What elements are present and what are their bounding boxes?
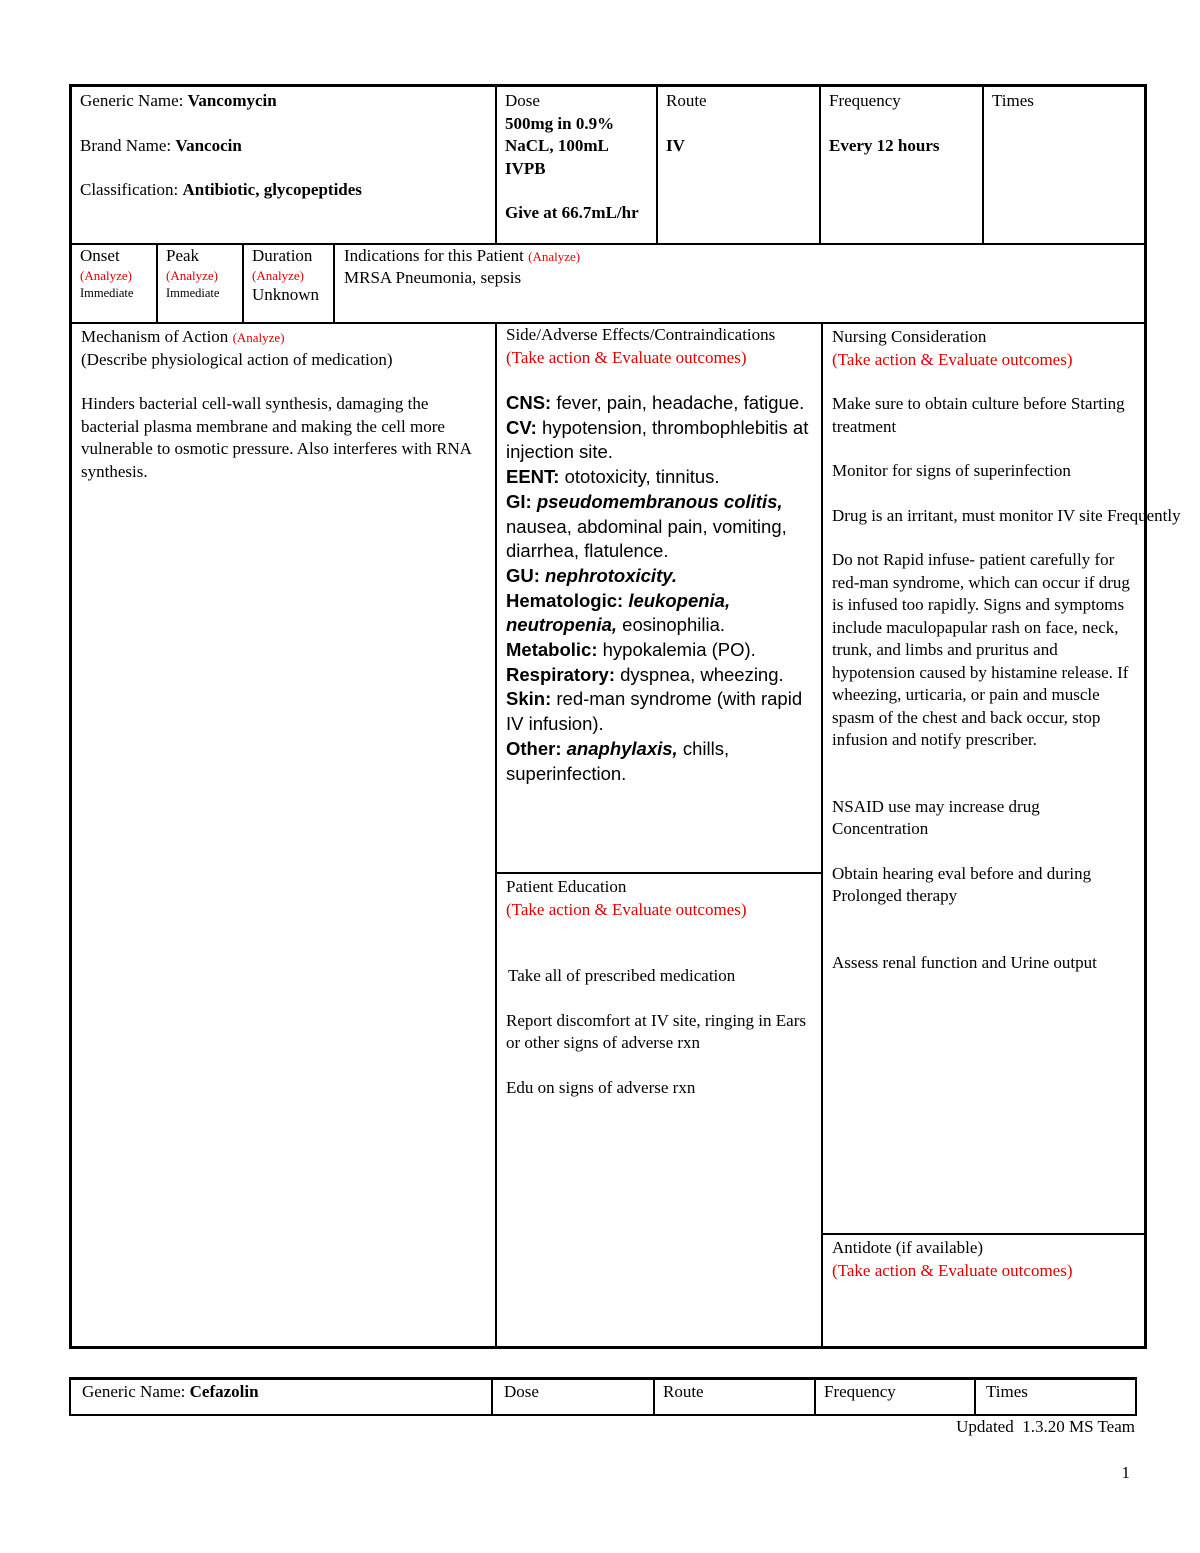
brand-name-label: Brand Name: [80,135,176,155]
peak-label: Peak [166,246,200,265]
route-value: IV [666,135,685,155]
side-effect-text: eosinophilia. [617,614,726,636]
antidote-action: (Take action & Evaluate outcomes) [832,1260,1073,1280]
indications-label: Indications for this Patient [344,246,529,265]
page-number: 1 [1121,1463,1130,1482]
brand-name-value: Vancocin [175,135,242,155]
side-effect-item [506,687,812,736]
times-cell [984,86,1146,243]
dose-rate: Give at 66.7mL/hr [505,203,639,222]
dose-line: NaCL, 100mL [505,136,609,155]
generic-name-label: Generic Name: [80,91,188,110]
patient-education-action: (Take action & Evaluate outcomes) [506,899,747,919]
nursing-item: Obtain hearing eval before and during Prolonged therapy [832,863,1092,905]
route-label: Route [666,91,707,110]
dose-line: IVPB [505,158,546,178]
side-effect-text: fever, pain, headache, fatigue. [551,392,805,413]
divider [491,1379,493,1415]
side-effect-system: EENT: [506,466,560,488]
side-effect-system: Hematologic: [506,589,624,611]
second-times-cell [976,1379,1135,1415]
side-effect-system: Other: [506,737,562,759]
side-effects-list [506,391,812,786]
side-effect-system: Respiratory: [506,663,615,685]
side-effect-item [506,663,812,688]
nursing-item: Monitor for signs of superinfection [832,461,1071,480]
indications-value: MRSA Pneumonia, sepsis [344,268,522,287]
patient-education-cell [497,874,821,1348]
second-frequency-label: Frequency [824,1382,896,1401]
side-effect-item [506,638,812,663]
side-effect-system: GU: [506,564,540,586]
side-effect-text: hypokalemia (PO). [597,639,756,661]
side-effects-action: (Take action & Evaluate outcomes) [506,347,747,367]
onset-cell [72,245,156,322]
nursing-item: NSAID use may increase drug Concentration [832,796,1040,838]
second-frequency-cell [816,1379,974,1415]
route-cell [658,86,819,243]
dose-cell [497,86,656,243]
nursing-item: Assess renal function and Urine output [832,952,1097,972]
mechanism-text: Hinders bacterial cell-wall synthesis, damaging the bacterial plasma membrane and making the cell more vulnerable to osmotic pressure. Also interferes with RNA synthesis. [81,394,471,481]
side-effect-item [506,490,812,564]
second-route-cell [655,1379,814,1415]
nursing-cell [823,324,1181,1233]
second-generic-cell [72,1379,491,1415]
classification-value: Antibiotic, glycopeptides [182,180,362,199]
side-effect-item [506,737,812,786]
frequency-label: Frequency [829,91,901,110]
nursing-item: Do not Rapid infuse- patient carefully for red-man syndrome, which can occur if drug is infused too rapidly. Signs and symptoms include maculopapular rash on face, neck, trunk, and limbs and pruritus and hypotension caused by histamine release. If wheezing, urticaria, or pain and muscle spasm of the chest and back occur, stop infusion and notify prescriber. [832,550,1130,749]
side-effect-system: CV: [506,416,537,438]
patient-education-label: Patient Education [506,877,627,896]
patient-education-item: Take all of prescribed medication [508,966,736,985]
duration-label: Duration [252,246,313,265]
times-label: Times [992,91,1034,110]
dose-line: 500mg in 0.9% [505,113,615,133]
onset-analyze: (Analyze) [80,268,132,283]
classification-label: Classification: [80,180,183,199]
antidote-label: Antidote (if available) [832,1238,984,1257]
side-effect-text: ototoxicity, tinnitus. [559,466,720,488]
duration-value: Unknown [252,285,320,304]
side-effect-text: hypotension, thrombophlebitis at injection site. [506,416,809,463]
peak-value: Immediate [166,286,220,300]
patient-education-item: Report discomfort at IV site, ringing in Ears or other signs of adverse rxn [506,1010,806,1052]
side-effect-text: chills, superinfection. [506,737,730,784]
side-effect-system: Metabolic: [506,639,598,661]
side-effect-item [506,465,812,490]
side-effect-text: dyspnea, wheezing. [614,663,784,685]
side-effect-emphasis: pseudomembranous colitis, [531,490,783,512]
second-times-label: Times [986,1382,1028,1401]
frequency-value: Every 12 hours [829,135,940,155]
side-effect-item [506,416,812,465]
generic-name-value: Vancomycin [187,91,277,110]
second-generic-value: Cefazolin [189,1382,259,1401]
onset-value: Immediate [80,286,134,300]
updated-note: Updated 1.3.20 MS Team [956,1417,1135,1436]
mechanism-describe: (Describe physiological action of medication) [81,349,393,369]
duration-cell [244,245,333,322]
side-effect-item [506,564,812,589]
side-effect-system: CNS: [506,392,552,413]
second-dose-label: Dose [504,1382,539,1401]
mechanism-cell [72,324,495,844]
patient-education-item: Edu on signs of adverse rxn [506,1077,696,1097]
peak-analyze: (Analyze) [166,268,218,283]
side-effect-text: red-man syndrome (with rapid IV infusion). [506,688,803,735]
onset-label: Onset [80,246,120,265]
mechanism-analyze: (Analyze) [232,330,285,345]
side-effect-text: nausea, abdominal pain, vomiting, diarrhea, flatulence. [506,515,787,562]
side-effect-emphasis: anaphylaxis, [561,737,678,759]
peak-cell [158,245,242,322]
frequency-cell [821,86,982,243]
nursing-item: Make sure to obtain culture before Starting treatment [832,394,1125,436]
second-route-label: Route [663,1382,704,1401]
second-dose-cell [494,1379,653,1415]
side-effect-system: GI: [506,490,532,512]
side-effect-emphasis: leukopenia, neutropenia, [506,589,731,636]
nursing-item: Drug is an irritant, must monitor IV site Frequently [832,505,1181,525]
second-generic-label: Generic Name: [82,1382,190,1401]
nursing-label: Nursing Consideration [832,327,987,346]
mechanism-label: Mechanism of Action [81,327,233,346]
side-effect-item [506,589,812,638]
side-effect-system: Skin: [506,688,552,710]
dose-label: Dose [505,91,540,110]
antidote-cell [823,1235,1146,1348]
nursing-action: (Take action & Evaluate outcomes) [832,349,1073,369]
indications-analyze: (Analyze) [528,249,581,264]
side-effect-item [506,391,812,416]
indications-cell [335,245,1146,322]
drug-names-cell [72,86,495,243]
side-effect-emphasis: nephrotoxicity. [539,564,677,586]
side-effects-cell [497,324,821,872]
duration-analyze: (Analyze) [252,268,304,283]
side-effects-label: Side/Adverse Effects/Contraindications [506,325,776,344]
